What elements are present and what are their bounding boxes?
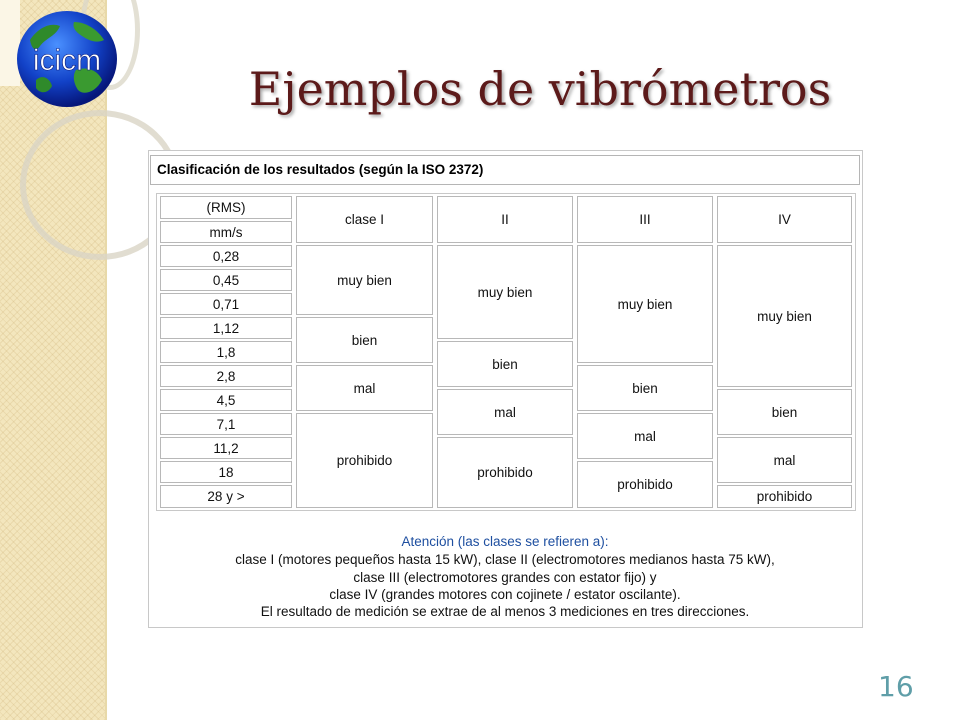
class-iv-rating: prohibido [717, 485, 852, 508]
class-header-iii: III [577, 196, 713, 243]
class-i-rating: muy bien [296, 245, 433, 315]
logo-text: icicm [32, 44, 102, 77]
footer-line: clase I (motores pequeños hasta 15 kW), clase II (electromotores medianos hasta 75 kW), [235, 552, 775, 567]
value-cell: 2,8 [160, 365, 292, 387]
class-ii-rating: prohibido [437, 437, 573, 508]
class-iii-rating: bien [577, 365, 713, 411]
value-cell: 0,45 [160, 269, 292, 291]
footer-line: clase IV (grandes motores con cojinete / estator oscilante). [329, 587, 681, 602]
class-ii-rating: bien [437, 341, 573, 387]
class-iv-rating: muy bien [717, 245, 852, 387]
value-cell: 18 [160, 461, 292, 483]
value-cell: 11,2 [160, 437, 292, 459]
class-i-rating: mal [296, 365, 433, 411]
value-cell: 7,1 [160, 413, 292, 435]
value-cell: 1,8 [160, 341, 292, 363]
unit-rms: (RMS) [160, 196, 292, 219]
class-header-iv: IV [717, 196, 852, 243]
class-ii-rating: muy bien [437, 245, 573, 339]
table-header: Clasificación de los resultados (según la ISO 2372) [150, 155, 860, 185]
attention-note: Atención (las clases se refieren a): [401, 534, 609, 549]
value-cell: 1,12 [160, 317, 292, 339]
value-cell: 4,5 [160, 389, 292, 411]
footer-line: clase III (electromotores grandes con estator fijo) y [353, 570, 657, 585]
class-i-rating: bien [296, 317, 433, 363]
value-cell: 0,28 [160, 245, 292, 267]
class-iv-rating: bien [717, 389, 852, 435]
class-iii-rating: mal [577, 413, 713, 459]
class-ii-rating: mal [437, 389, 573, 435]
class-iii-rating: prohibido [577, 461, 713, 508]
class-iv-rating: mal [717, 437, 852, 483]
unit-mms: mm/s [160, 221, 292, 243]
class-i-rating: prohibido [296, 413, 433, 508]
class-header-ii: II [437, 196, 573, 243]
class-iii-rating: muy bien [577, 245, 713, 363]
footer-line: El resultado de medición se extrae de al menos 3 mediciones en tres direcciones. [260, 604, 750, 619]
page-title: Ejemplos de vibrómetros [248, 62, 832, 116]
value-cell: 0,71 [160, 293, 292, 315]
page-number: 16 [878, 670, 914, 703]
class-header-i: clase I [296, 196, 433, 243]
value-cell: 28 y > [160, 485, 292, 508]
